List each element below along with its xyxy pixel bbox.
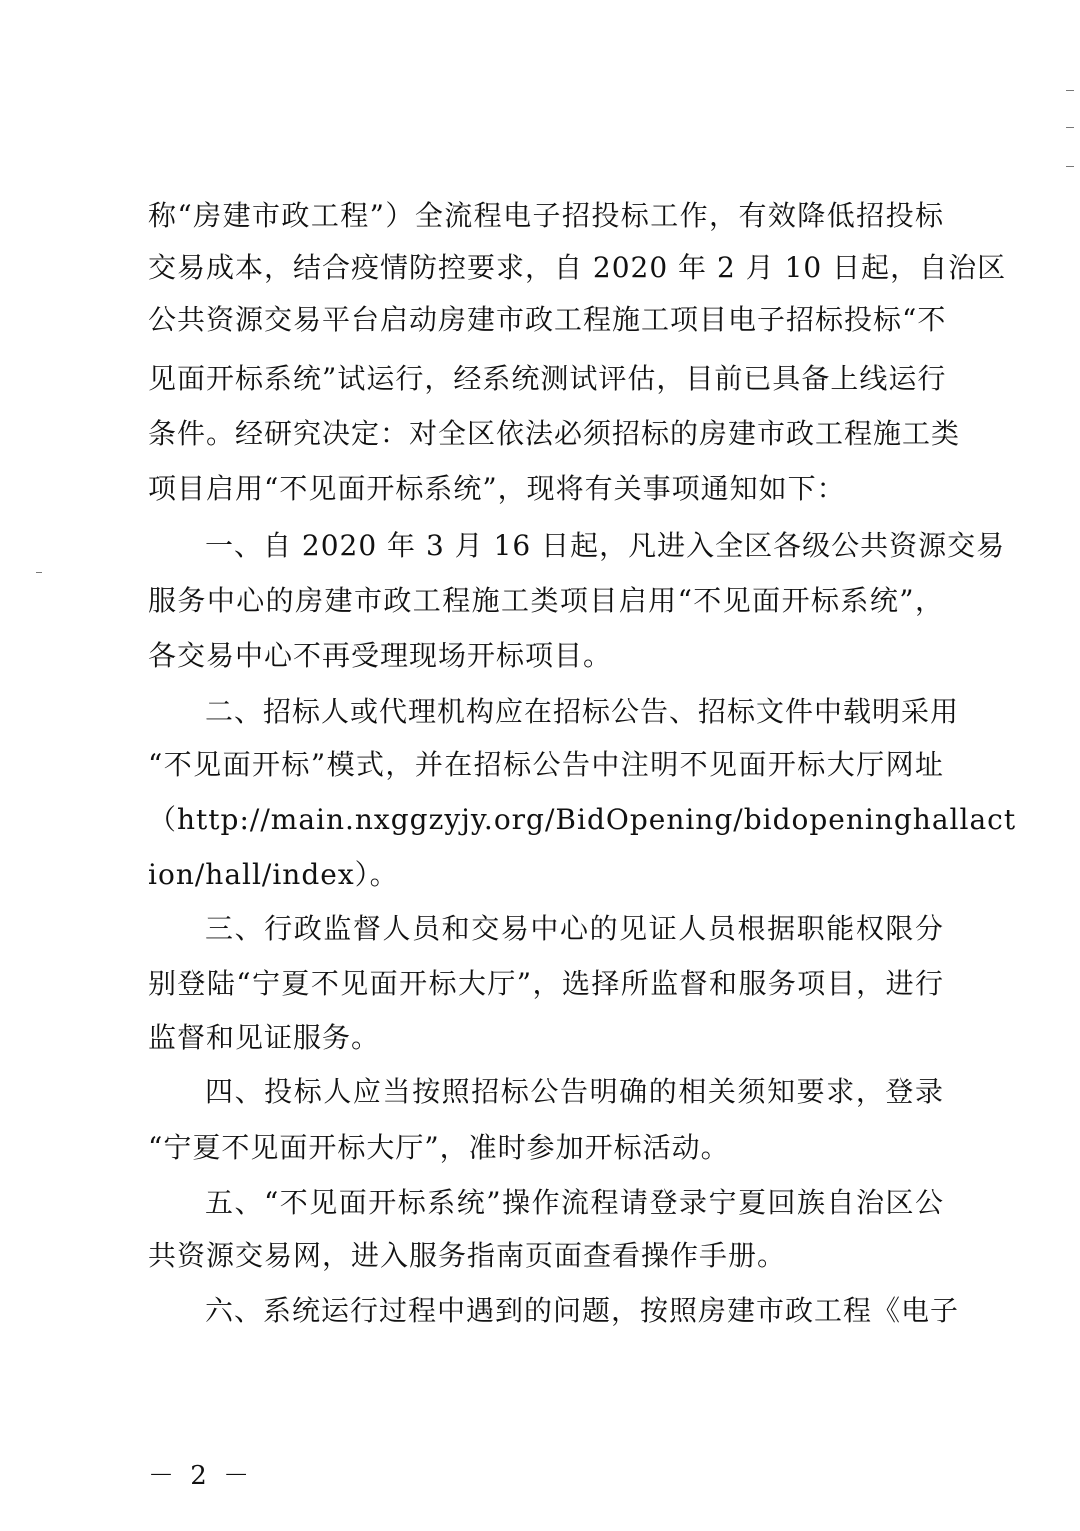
item-3-line-2: 别登陆“宁夏不见面开标大厅”，选择所监督和服务项目，进行 bbox=[148, 967, 944, 1000]
item-6-line-1: 六、系统运行过程中遇到的问题，按照房建市政工程《电子 bbox=[205, 1294, 960, 1327]
item-3-line-3: 监督和见证服务。 bbox=[148, 1021, 381, 1054]
item-2-line-1: 二、招标人或代理机构应在招标公告、招标文件中载明采用 bbox=[205, 695, 960, 728]
item-5-line-2: 共资源交易网，进入服务指南页面查看操作手册。 bbox=[148, 1239, 787, 1272]
body-line-1: 称“房建市政工程”）全流程电子招投标工作，有效降低招投标 bbox=[148, 199, 944, 232]
scan-artifact-mark bbox=[36, 572, 42, 573]
scan-artifact-mark bbox=[1066, 90, 1074, 91]
item-1-line-1: 一、自 2020 年 3 月 16 日起，凡进入全区各级公共资源交易 bbox=[205, 529, 1006, 562]
body-line-6: 项目启用“不见面开标系统”，现将有关事项通知如下： bbox=[148, 472, 846, 505]
page-number: － 2 － bbox=[148, 1461, 254, 1491]
item-2-url-line-2: ion/hall/index）。 bbox=[148, 858, 399, 891]
item-1-line-2: 服务中心的房建市政工程施工类项目启用“不见面开标系统”， bbox=[148, 584, 944, 617]
scan-artifact-mark bbox=[1066, 166, 1074, 167]
item-4-line-1: 四、投标人应当按照招标公告明确的相关须知要求，登录 bbox=[205, 1075, 944, 1108]
body-line-5: 条件。经研究决定：对全区依法必须招标的房建市政工程施工类 bbox=[148, 417, 961, 450]
item-5-line-1: 五、“不见面开标系统”操作流程请登录宁夏回族自治区公 bbox=[205, 1186, 944, 1219]
body-line-4: 见面开标系统”试运行，经系统测试评估，目前已具备上线运行 bbox=[148, 362, 947, 395]
body-line-2: 交易成本，结合疫情防控要求，自 2020 年 2 月 10 日起，自治区 bbox=[148, 251, 1007, 284]
item-4-line-2: “宁夏不见面开标大厅”，准时参加开标活动。 bbox=[148, 1131, 730, 1164]
item-1-line-3: 各交易中心不再受理现场开标项目。 bbox=[148, 639, 613, 672]
item-2-line-2: “不见面开标”模式，并在招标公告中注明不见面开标大厅网址 bbox=[148, 748, 944, 781]
item-3-line-1: 三、行政监督人员和交易中心的见证人员根据职能权限分 bbox=[205, 912, 944, 945]
scan-artifact-mark bbox=[1066, 127, 1074, 128]
item-2-url-line-1: （http://main.nxggzyjy.org/BidOpening/bidopeninghallact bbox=[148, 803, 1017, 836]
body-line-3: 公共资源交易平台启动房建市政工程施工项目电子招标投标“不 bbox=[148, 303, 947, 336]
